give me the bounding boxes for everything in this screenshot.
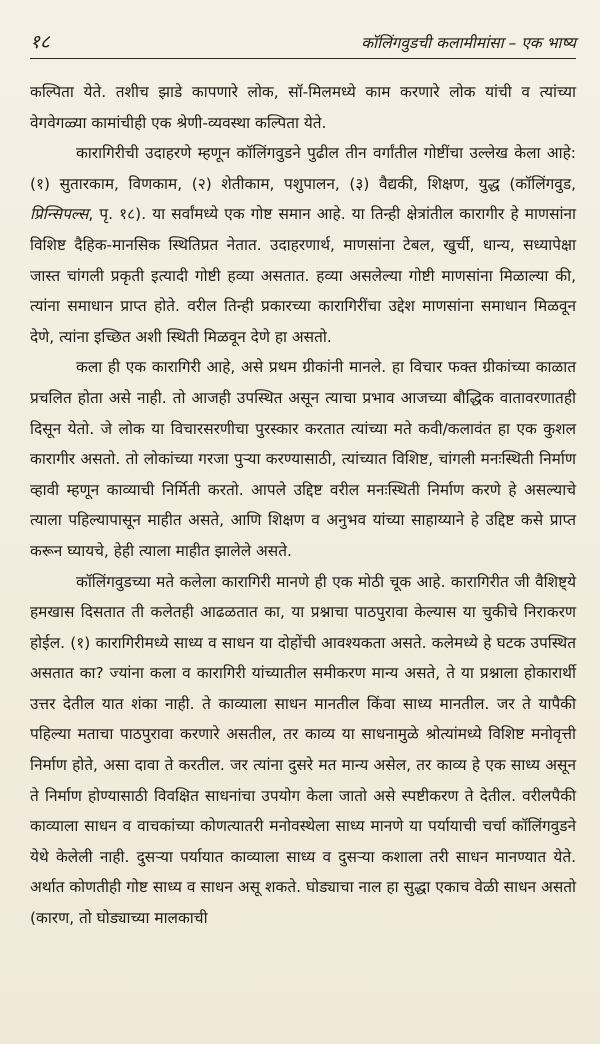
paragraph-2 xyxy=(30,138,576,352)
book-title-italic: प्रिन्सिपल्स xyxy=(30,205,89,224)
paragraph-3: कला ही एक कारागिरी आहे, असे प्रथम ग्रीकांनी मानले. हा विचार फक्त ग्रीकांच्या काळात प्रचलित होता असे नाही. तो आजही उपस्थित असून त्याचा प्रभाव आजच्या बौद्धिक वातावरणातही दिसून येतो. जे लोक या विचारसरणीचा पुरस्कार करतात त्यांच्या मते कवी/कलावंत हा एक कुशल कारागीर असतो. तो लोकांच्या गरजा पुऱ्या करण्यासाठी, त्यांच्यात विशिष्ट, चांगली मनःस्थिती निर्माण व्हावी म्हणून काव्याची निर्मिती करतो. आपले उद्दिष्ट वरील मनःस्थिती निर्माण करणे हे असल्याचे त्याला पहिल्यापासून माहीत असते, आणि शिक्षण व अनुभव यांच्या साहाय्याने हे उद्दिष्ट कसे प्राप्त करून घ्यायचे, हेही त्याला माहीत झालेले असते. xyxy=(30,358,576,560)
body-text xyxy=(30,77,576,934)
running-title: कॉलिंगवुडची कलामीमांसा – एक भाष्य xyxy=(361,34,576,52)
paragraph-2-text-before: कारागिरीची उदाहरणे म्हणून कॉलिंगवुडने पुढील तीन वर्गांतील गोष्टींचा उल्लेख केला आहे: (१) सुतारकाम, विणकाम, (२) शेतीकाम, पशुपालन, (३) वैद्यकी, शिक्षण, युद्ध (कॉलिंगवुड, xyxy=(30,144,576,193)
page-number: १८ xyxy=(30,31,50,53)
paragraph-1: कल्पिता येते. तशीच झाडे कापणारे लोक, सॉ-मिलमध्ये काम करणारे लोक यांची व त्यांच्या वेगवेगळ्या कामांचीही एक श्रेणी-व्यवस्था कल्पिता येते. xyxy=(30,83,576,132)
page-header xyxy=(30,28,576,59)
paragraph-4: कॉलिंगवुडच्या मते कलेला कारागिरी मानणे ही एक मोठी चूक आहे. कारागिरीत जी वैशिष्ट्ये हमखास दिसतात ती कलेतही आढळतात का, या प्रश्नाचा पाठपुरावा केल्यास या चुकीचे निराकरण होईल. (१) कारागिरीमध्ये साध्य व साधन या दोहोंची आवश्यकता असते. कलेमध्ये हे घटक उपस्थित असतात का? ज्यांना कला व कारागिरी यांच्यातील समीकरण मान्य असते, ते या प्रश्नाला होकारार्थी उत्तर देतील यात शंका नाही. ते काव्याला साधन मानतील किंवा साध्य मानतील. जर ते यापैकी पहिल्या मताचा पाठपुरावा करणारे असतील, तर काव्य या साधनामुळे श्रोत्यांमध्ये विशिष्ट मनोवृत्ती निर्माण होते, असा दावा ते करतील. जर त्यांना दुसरे मत मान्य असेल, तर काव्य हे एक साध्य असून ते निर्माण होण्यासाठी विवक्षित साधनांचा उपयोग केला जातो असे स्पष्टीकरण ते देतील. वरीलपैकी काव्याला साधन व वाचकांच्या कोणत्यातरी मनोवस्थेला साध्य मानणे या पर्यायाची चर्चा कॉलिंगवुडने येथे केलेली नाही. दुसऱ्या पर्यायात काव्याला साध्य व दुसऱ्या कशाला तरी साधन मानण्यात येते. अर्थात कोणतीही गोष्ट साध्य व साधन असू शकते. घोड्याचा नाल हा सुद्धा एकाच वेळी साधन असतो (कारण, तो घोड्याच्या मालकाची xyxy=(30,572,576,928)
paragraph-2-text-after: , पृ. १८). या सर्वांमध्ये एक गोष्ट समान आहे. या तिन्ही क्षेत्रांतील कारागीर हे माणसांना विशिष्ट दैहिक-मानसिक स्थितिप्रत नेतात. उदाहरणार्थ, माणसांना टेबल, खुर्ची, धान्य, सध्यापेक्षा जास्त चांगली प्रकृती इत्यादी गोष्टी हव्या असतात. हव्या असलेल्या गोष्टी माणसांना मिळाल्या की, त्यांना समाधान प्राप्त होते. वरील तिन्ही प्रकारच्या कारागिरींचा उद्देश माणसांना समाधान मिळवून देणे, त्यांना इच्छित अशी स्थिती मिळवून देणे हा असतो. xyxy=(30,205,576,346)
